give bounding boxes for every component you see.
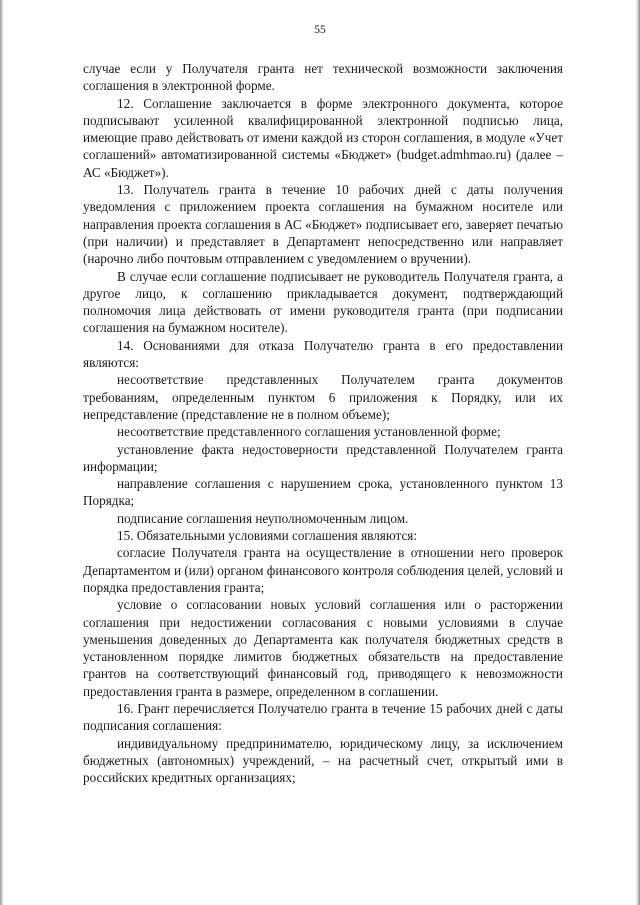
paragraph-continuation: случае если у Получателя гранта нет технической возможности заключения соглашения в электронной форме. [83,61,563,94]
paragraph-item-16-recipient-1: индивидуальному предпринимателю, юридическому лицу, за исключением бюджетных (автономных) учреждений, – на расчетный счет, открытый ими в российских кредитных организациях; [83,735,563,786]
paragraph-item-14: 14. Основаниями для отказа Получателю гранта в его предоставлении являются: [83,337,563,371]
paragraph-item-15-condition-2: условие о согласовании новых условий соглашения или о расторжении соглашения при недостижении согласования с новыми условиями в случае уменьшения доведенных до Департамента как получателя бюджетных средств в установленном порядке лимитов бюджетных обязательств на предоставление грантов на соответствующий финансовый год, приводящего к невозможности предоставления гранта в размере, определенном в соглашении. [83,597,563,699]
paragraph-item-15-condition-1: согласие Получателя гранта на осуществление в отношении него проверок Департаментом и (или) органом финансового контроля соблюдения целей, условий и порядка предоставления гранта; [83,545,563,595]
page-number: 55 [314,24,326,36]
paragraph-item-14-reason-5: подписание соглашения неуполномоченным лицом. [117,510,409,526]
paragraph-item-14-reason-4: направление соглашения с нарушением срока, установленного пунктом 13 Порядка; [83,476,563,509]
paragraph-item-16: 16. Грант перечисляется Получателю гранта в течение 15 рабочих дней с даты подписания соглашения: [83,700,563,734]
paragraph-item-13: 13. Получатель гранта в течение 10 рабочих дней с даты получения уведомления с приложением проекта соглашения на бумажном носителе или направления проекта соглашения в АС «Бюджет» подписывает его, заверяет печатью (при наличии) и представляет в Департамент непосредственно или направляет (нарочно либо почтовым отправлением с уведомлением о вручении). [83,182,563,267]
paragraph-item-14-reason-3: установление факта недостоверности представленной Получателем гранта информации; [83,441,563,474]
document-body [83,60,563,786]
paragraph-item-13-note: В случае если соглашение подписывает не руководитель Получателя гранта, а другое лицо, к соглашению прикладывается документ, подтверждающий полномочия лица действовать от имени руководителя гранта (при подписании соглашения на бумажном носителе). [83,268,563,336]
paragraph-item-12: 12. Соглашение заключается в форме электронного документа, которое подписывают усиленной квалифицированной электронной подписью лица, имеющие право действовать от имени каждой из сторон соглашения, в модуле «Учет соглашений» автоматизированной системы «Бюджет» (budget.admhmao.ru) (далее – АС «Бюджет»). [83,95,563,180]
paragraph-item-14-reason-2: несоответствие представленного соглашения установленной форме; [117,424,501,440]
paragraph-item-14-reason-1: несоответствие представленных Получателем гранта документов требованиям, определенным пунктом 6 приложения к Порядку, или их непредставление (представление не в полном объеме); [83,372,563,422]
paragraph-item-15: 15. Обязательными условиями соглашения являются: [117,528,418,544]
scan-left-edge [0,0,3,905]
scan-right-edge [635,0,640,905]
